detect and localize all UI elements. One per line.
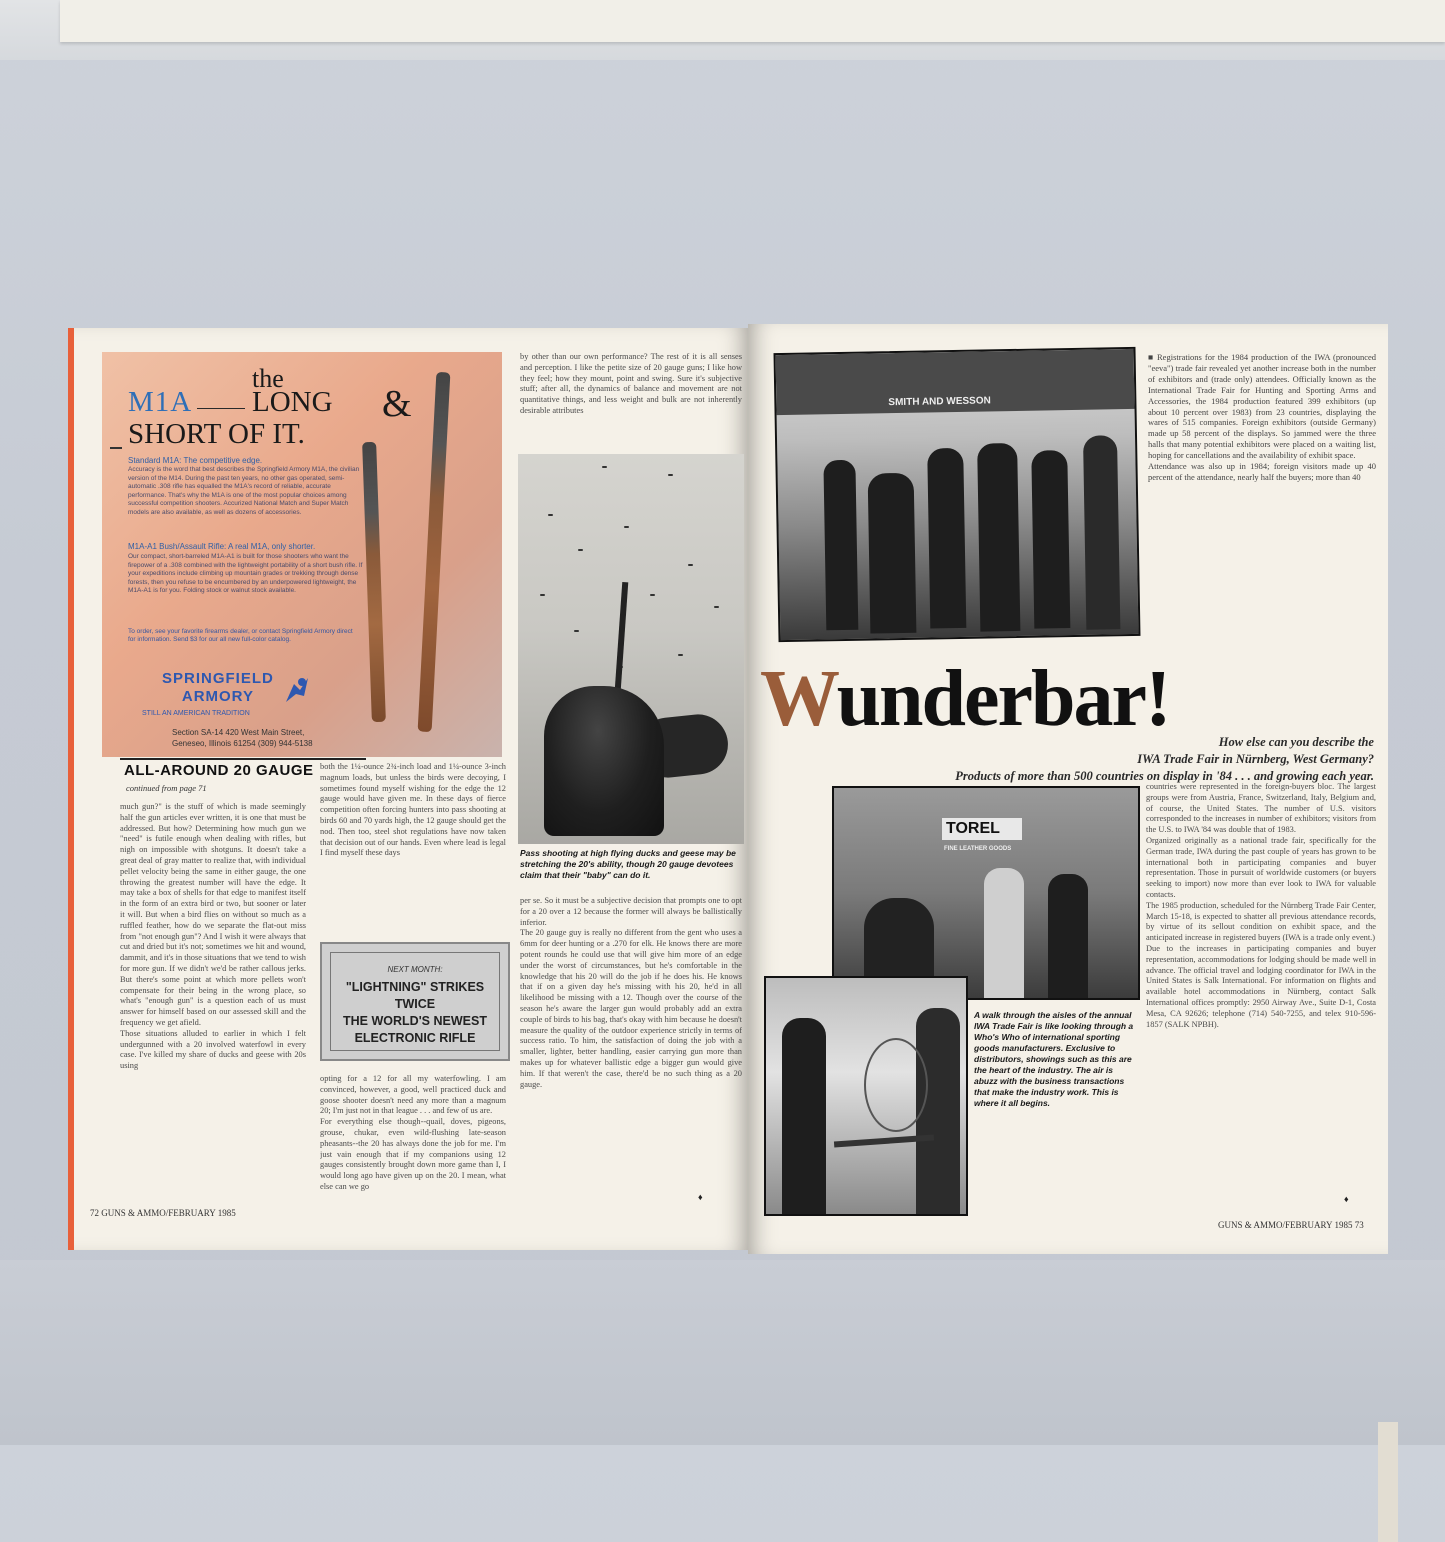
ad-ampersand: & bbox=[382, 383, 412, 425]
trade-fair-crowd-photo bbox=[774, 347, 1141, 642]
duck-shooting-photo bbox=[518, 454, 744, 844]
ad-bullet-bar bbox=[110, 447, 122, 449]
left-folio: 72 GUNS & AMMO/FEBRUARY 1985 bbox=[90, 1208, 236, 1218]
bird bbox=[688, 564, 693, 566]
person-silhouette bbox=[1048, 874, 1088, 998]
page-edge-curl bbox=[1378, 1422, 1398, 1542]
ad-tagline: STILL AN AMERICAN TRADITION bbox=[142, 710, 250, 717]
article-column-1: much gun?" is the stuff of which is made seemingly half the gun articles ever written, it is one that must be addressed. But how? Determining how much gun we "need" is futile enough when dealing with rifles, but nigh on impossible with shotguns. It doesn't take a great deal of gray matter to realize that, with individual pellet velocity being the same in either gauge, the one throwing the greatest number will have the edge. It may take a box of shells for that edge to manifest itself in the form of an extra bird or two, but sooner or later it will. But when a bird flies on without so much as a ruffled feather, how do we separate the flat-out miss from "not enough gun"? And I wish it were always that cut and dried but it's not; sometimes we hit and wound, dammit, and it's in those situations that we tend to wish for more gun. If we didn't we'd be rather callous jerks. But there's some point at which more pellets won't compensate for their being in the wrong place, so what's "enough gun" is a question each of us must answer for himself based on our assessed skill and the frequency we get afield. Those situations alluded to earlier in which I felt undergunned with a 20 involved waterfowl in every case. I've killed my share of ducks and geese with 20s using bbox=[120, 802, 306, 1071]
person-silhouette bbox=[868, 473, 917, 634]
next-month-line-2: THE WORLD'S NEWEST bbox=[343, 1014, 487, 1028]
next-month-label: NEXT MONTH: bbox=[387, 965, 443, 974]
background-paper-sheet bbox=[60, 0, 1445, 42]
person-silhouette bbox=[927, 448, 966, 629]
booth-sign: SMITH AND WESSON bbox=[888, 395, 991, 409]
person-silhouette bbox=[1083, 435, 1120, 630]
deck-line-1: How else can you describe the bbox=[1218, 735, 1374, 749]
torel-booth-photo bbox=[832, 786, 1140, 1000]
right-article-column: countries were represented in the foreign-buyers bloc. The largest groups were from Austria, France, Switzerland, Italy, Belgium and, of course, the United States. The number of U.S. visitors corresponded to the increases in number of exhibitors; visitors from the U.S. to IWA '84 was double that of 1983. Organized originally as a national trade fair, specifically for the German trade, IWA during the past couple of years has grown to be international both in participating companies and buyer representation. Those in pursuit of worldwide customers (or buyers seeking to import) now more than ever look to IWA for valuable contacts. The 1985 production, scheduled for the Nürnberg Trade Fair Center, March 15-18, is expected to shatter all previous attendance records, by virtue of its sellout condition on exhibit space, and the anticipated increase in registered buyers (IWA is a trade only event.) Due to the increases in participating companies and buyer representation, accommodations for lodging should be made well in advance. The official travel and lodging coordinator for IWA in the United States is Salk International. For information on flights and available hotel accommodations in Nürnberg, contact Salk International offices promptly: 2950 Airway Ave., Suite D-1, Costa Mesa, CA 92626; telephone (714) 540-7255, and telex 910-596-1857 (SALK NPBH). bbox=[1146, 782, 1376, 1029]
deck-line-2: IWA Trade Fair in Nürnberg, West Germany? bbox=[1137, 752, 1374, 766]
deck-line-3: Products of more than 500 countries on display in '84 . . . and growing each year. bbox=[955, 769, 1374, 783]
next-month-inner-frame bbox=[330, 952, 500, 1051]
ad-address bbox=[172, 727, 313, 749]
bird bbox=[678, 654, 683, 656]
minuteman-logo-icon bbox=[280, 674, 314, 708]
shooter-silhouette bbox=[544, 686, 664, 836]
person-silhouette bbox=[782, 1018, 826, 1214]
bird bbox=[578, 549, 583, 551]
next-month-box bbox=[320, 942, 510, 1061]
person-silhouette bbox=[977, 443, 1020, 632]
springfield-armory-logo bbox=[162, 670, 274, 706]
bird bbox=[548, 514, 553, 516]
bird bbox=[668, 474, 673, 476]
photo-caption-right: A walk through the aisles of the annual IWA Trade Fair is like looking through a Who's Who of international sporting goods manufacturers. Exclusive to distributors, showings such as this are the heart of the industry. The air is abuzz with the business transactions that make the industry work. This is where it all begins. bbox=[974, 1010, 1134, 1108]
magazine-spread bbox=[62, 322, 1390, 1257]
torel-sign: TOREL bbox=[946, 820, 1000, 837]
bird bbox=[574, 630, 579, 632]
article-column-2-top: both the 1¼-ounce 2¾-inch load and 1¼-ounce 3-inch magnum loads, but unless the birds were decoying, I sometimes found myself wishing for the edge the 12 gauge would have given me. In these days of fierce competition often forcing hunters into pass shooting at birds 60 and 70 yards high, the 12 gauge should get the nod. Then too, steel shot regulations have now taken that decision out of our hands. Even where lead is legal I find myself these days bbox=[320, 762, 506, 858]
ad-address-line-1: Section SA-14 420 West Main Street, bbox=[172, 728, 305, 737]
bow-image bbox=[864, 1038, 928, 1132]
article-column-3-top: by other than our own performance? The rest of it is all senses and perception. I like the petite size of 20 gauge guns; I like how they feel; how they mount, point and swing. Sure it's subjective stuff; after all, the dynamics of balance and movement are not quantitative things, and less weight and bulk are not inherently desirable attributes bbox=[520, 352, 742, 415]
bird bbox=[602, 466, 607, 468]
right-folio: GUNS & AMMO/FEBRUARY 1985 73 bbox=[1218, 1220, 1364, 1230]
ad-heading-standard: Standard M1A: The competitive edge. bbox=[128, 456, 263, 465]
springfield-armory-ad bbox=[102, 352, 502, 757]
logo-line-1: SPRINGFIELD bbox=[162, 670, 274, 687]
headline-wunderbar bbox=[760, 654, 1170, 744]
bird bbox=[714, 606, 719, 608]
ad-body-bush: Our compact, short-barreled M1A-A1 is built for those shooters who want the firepower of a .308 combined with the lightweight portability of a short bush rifle. If your expeditions include climbing up mountain grades or trekking through dense forests, then you refuse to be encumbered by an underpowered lightweight, the M1A-A1 is for you. Folding stock or walnut stock available. bbox=[128, 553, 363, 594]
end-mark-right: ♦ bbox=[1344, 1194, 1349, 1204]
ad-order-text: To order, see your favorite firearms dealer, or contact Springfield Armory direct for information. Send $3 for our all new full-color catalog. bbox=[128, 628, 353, 643]
person-silhouette bbox=[1031, 450, 1070, 629]
crossbow-display-photo bbox=[764, 976, 968, 1216]
bird bbox=[540, 594, 545, 596]
left-page bbox=[68, 328, 748, 1250]
person-silhouette bbox=[984, 868, 1024, 998]
next-month-line-1: "LIGHTNING" STRIKES TWICE bbox=[345, 980, 485, 1011]
ad-the-text: the bbox=[252, 364, 284, 393]
bird bbox=[650, 594, 655, 596]
table-surface bbox=[0, 1260, 1445, 1445]
article-column-3-bottom: per se. So it must be a subjective decision that prompts one to opt for a 20 over a 12 because the former will always be ballistically inferior. The 20 gauge guy is really no different from the gent who uses a 6mm for deer hunting or a .270 for elk. He knows there are more potent rounds he could use that will give him more of an edge under the worst of circumstances, but he's comfortable in the knowledge that his 20 will do the job if he does his. He knows that if on a given day he's missing with his 20, he'd in all likelihood be missing with a 12. Though over the course of the season he's aware the larger gun would probably add an extra couple of birds to his bag, that's okay with him because he doesn't measure the quality of the outdoor experience strictly in terms of success ratio. To him, the satisfaction of doing the job with a smaller, lighter, better handling, easier carrying gun more than makes up for whatever ballistic edge a bigger gun would give him. If that weren't the case, there'd be no such thing as a 20 gauge. bbox=[520, 896, 742, 1089]
ad-m1a-text: M1A bbox=[128, 386, 193, 418]
background-board bbox=[0, 0, 1445, 60]
rifle-image-long bbox=[418, 372, 451, 732]
end-mark-left: ♦ bbox=[698, 1192, 703, 1202]
ad-long-text: LONG bbox=[252, 386, 333, 418]
bird bbox=[624, 526, 629, 528]
ad-rule bbox=[197, 408, 245, 409]
ad-address-line-2: Geneseo, Illinois 61254 (309) 944-5138 bbox=[172, 739, 313, 748]
ad-short-text: SHORT OF IT. bbox=[128, 418, 305, 450]
section-header: ALL-AROUND 20 GAUGE bbox=[124, 762, 314, 779]
headline-initial: W bbox=[760, 655, 837, 743]
ad-heading-bush: M1A-A1 Bush/Assault Rifle: A real M1A, only shorter. bbox=[128, 542, 316, 551]
section-header-rule bbox=[120, 758, 366, 760]
person-silhouette bbox=[823, 460, 858, 631]
next-month-line-3: ELECTRONIC RIFLE bbox=[354, 1031, 476, 1045]
right-page bbox=[748, 324, 1388, 1254]
headline-deck bbox=[904, 734, 1374, 785]
ad-body-standard: Accuracy is the word that best describes the Springfield Armory M1A, the civilian version of the M14. During the past ten years, no other gas operated, semi-automatic .308 rifle has equalled the M1A's record of reliable, accurate performance. That's why the M1A is one of the most popular choices among successful competition shooters. Accurized National Match and Super Match models are also available, as well as dozens of accessories. bbox=[128, 466, 360, 516]
logo-line-2: ARMORY bbox=[181, 688, 254, 705]
headline-rest: underbar! bbox=[836, 655, 1170, 743]
section-subheader: continued from page 71 bbox=[126, 783, 207, 793]
article-column-2-bottom: opting for a 12 for all my waterfowling. I am convinced, however, a good, well practiced duck and goose shooter doesn't need any more than a magnum 20; I'm just not in that league . . . and few of us are. For everything else though--quail, doves, pigeons, grouse, chukar, even wild-flushing late-season pheasants--the 20 has always done the job for me. I'm just vain enough that if my companions using 12 gauges consistently brought down more game than I, I would long ago have given up on the 20. I mean, what else can we go bbox=[320, 1074, 506, 1191]
next-month-headline bbox=[331, 979, 499, 1047]
torel-subsign: FINE LEATHER GOODS bbox=[944, 846, 1012, 852]
right-intro-text: ■ Registrations for the 1984 production of the IWA (pronounced "eeva") trade fair revealed yet another increase both in the number of exhibitors and (trade only) attendees. Officially known as the International Trade Fair for Hunting and Sporting Arms and Accessories, the 1984 production featured 399 exhibitors (up about 10 percent over 1983) from 23 countries, displaying the wares of 515 companies. Foreign exhibitors (outside Germany) made up 58 percent of the displays. So jammed were the three halls that many potential exhibitors were placed on a waiting list, hoping for cancellations and the availability of exhibit space. Attendance was also up in 1984; foreign visitors made up 40 percent of the attendance, nearly half the buyers; more than 40 bbox=[1148, 352, 1376, 482]
photo-caption-left: Pass shooting at high flying ducks and geese may be stretching the 20's ability, though 20 gauge devotees claim that their "baby" can do it. bbox=[520, 848, 736, 880]
